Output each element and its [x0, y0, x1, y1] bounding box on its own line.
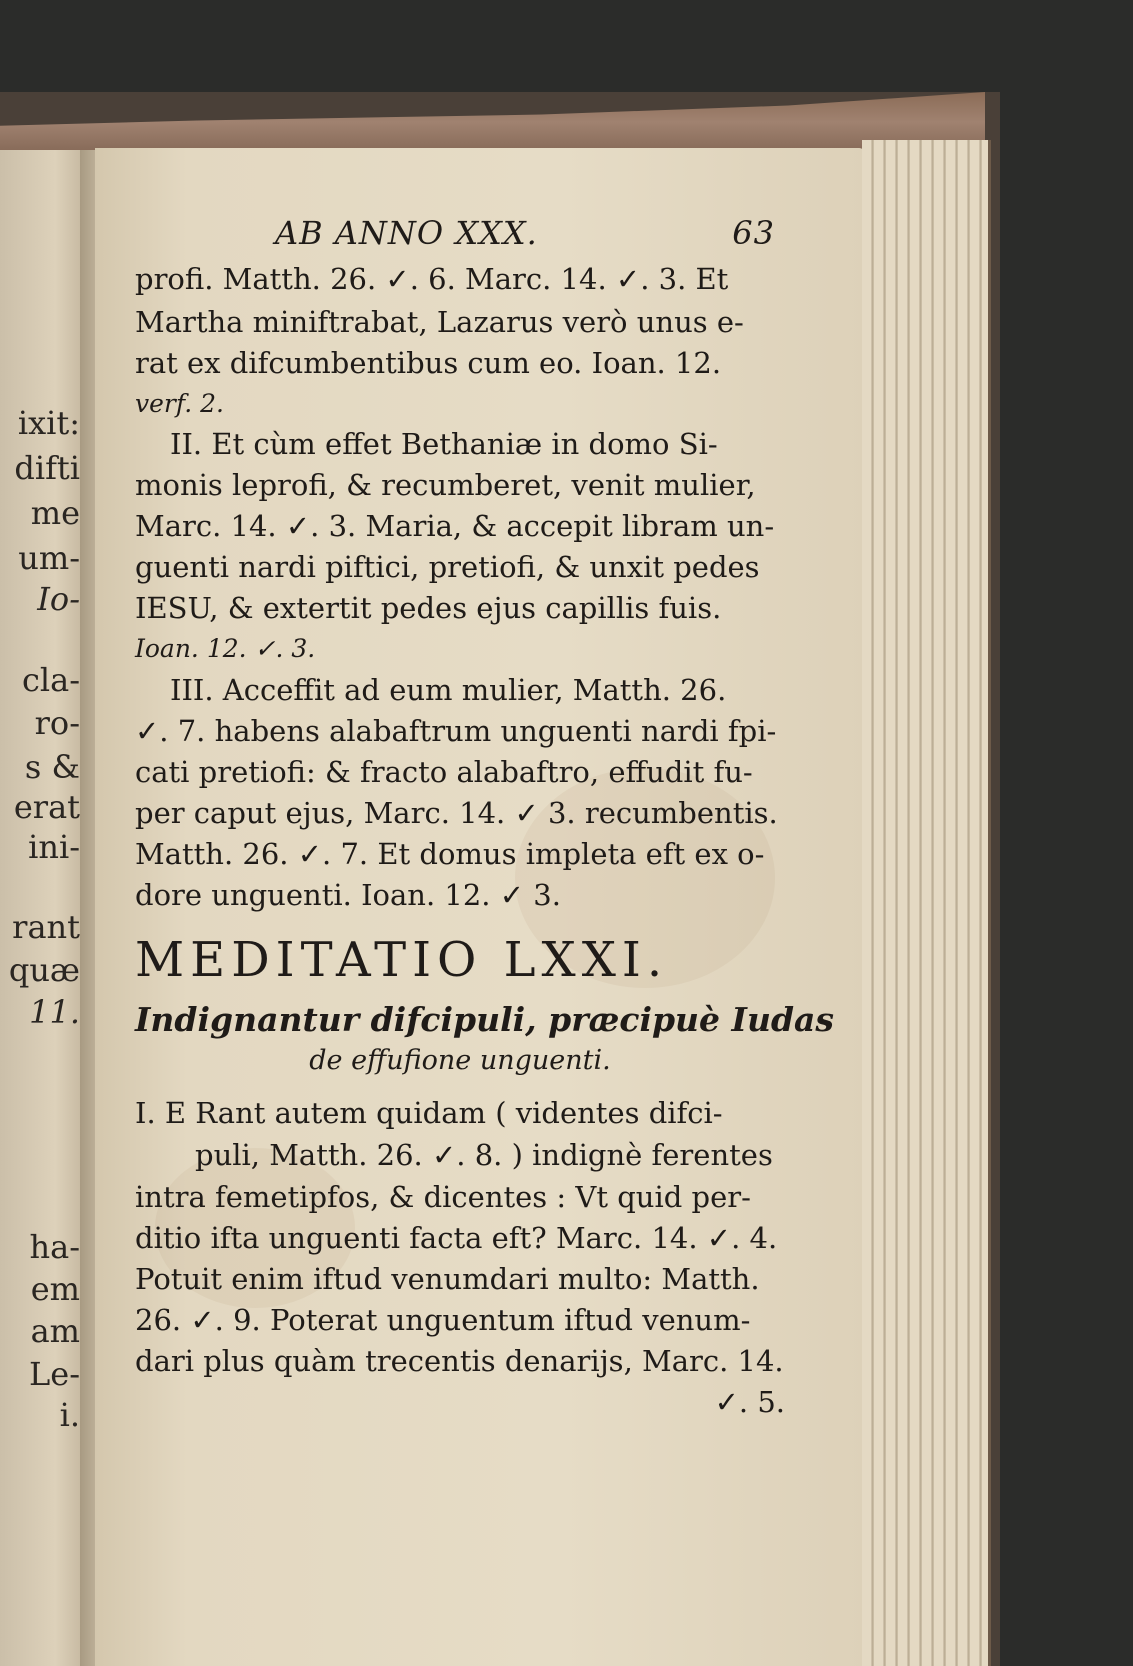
meditatio-subtitle-2: de effufione unguenti.	[309, 1045, 611, 1076]
margin-line: quæ	[8, 951, 80, 989]
margin-line: 11.	[29, 993, 80, 1031]
margin-line: difti	[14, 449, 80, 487]
text-line: intra femetipfos, & dicentes : Vt quid per-	[135, 1180, 751, 1214]
margin-line: ha-	[29, 1228, 80, 1266]
text-line: rat ex difcumbentibus cum eo. Ioan. 12.	[135, 346, 722, 380]
text-line: guenti nardi piftici, pretiofi, & unxit pedes	[135, 550, 760, 584]
margin-line: am	[30, 1312, 80, 1350]
text-line: cati pretiofi: & fracto alabaftro, effudit fu-	[135, 755, 753, 789]
margin-line: erat	[13, 788, 80, 826]
text-line: monis leprofi, & recumberet, venit mulier,	[135, 468, 756, 502]
text-line: III. Acceffit ad eum mulier, Matth. 26.	[170, 673, 727, 707]
margin-line: me	[30, 494, 80, 532]
running-title: AB ANNO XXX.	[275, 214, 538, 252]
text-line: ditio ifta unguenti facta eft? Marc. 14. ✓. 4.	[135, 1221, 778, 1255]
margin-line: ini-	[28, 828, 80, 866]
text-line: profi. Matth. 26. ✓. 6. Marc. 14. ✓. 3. Et	[135, 262, 729, 296]
text-line: per caput ejus, Marc. 14. ✓ 3. recumbentis.	[135, 796, 778, 830]
text-line: verf. 2.	[135, 389, 224, 418]
text-line: Potuit enim iftud venumdari multo: Matth.	[135, 1262, 760, 1296]
margin-line: i.	[59, 1396, 80, 1434]
text-line: dore unguenti. Ioan. 12. ✓ 3.	[135, 878, 561, 912]
margin-line: Le-	[29, 1355, 80, 1393]
text-line: Ioan. 12. ✓. 3.	[135, 634, 316, 663]
margin-line: cla-	[21, 661, 80, 699]
text-line: 26. ✓. 9. Poterat unguentum iftud venum-	[135, 1303, 751, 1337]
margin-line: em	[30, 1270, 80, 1308]
page-number: 63	[732, 214, 775, 252]
text-line: ✓. 5.	[714, 1385, 785, 1419]
margin-line: ixit:	[17, 404, 80, 442]
text-line: Matth. 26. ✓. 7. Et domus impleta eft ex o-	[135, 837, 765, 871]
text-line: I. E Rant autem quidam ( videntes difci-	[135, 1096, 723, 1130]
meditatio-title: MEDITATIO LXXI.	[135, 932, 669, 988]
text-line: ✓. 7. habens alabaftrum unguenti nardi fpi-	[135, 714, 777, 748]
margin-line: ro-	[34, 704, 80, 742]
margin-line: s &	[24, 748, 80, 786]
margin-line: Io-	[37, 580, 80, 618]
text-line: Martha miniftrabat, Lazarus verò unus e-	[135, 305, 744, 339]
page-edges	[862, 140, 991, 1666]
text-line: dari plus quàm trecentis denarijs, Marc. 14.	[135, 1344, 784, 1378]
margin-line: um-	[18, 539, 80, 577]
meditatio-subtitle: Indignantur difcipuli, præcipuè Iudas	[135, 1000, 834, 1039]
text-line: II. Et cùm effet Bethaniæ in domo Si-	[170, 427, 718, 461]
text-line: puli, Matth. 26. ✓. 8. ) indignè ferentes	[195, 1138, 773, 1172]
text-line: Marc. 14. ✓. 3. Maria, & accepit libram un-	[135, 509, 775, 543]
text-line: IESU, & extertit pedes ejus capillis fuis.	[135, 591, 722, 625]
margin-line: rant	[12, 908, 80, 946]
